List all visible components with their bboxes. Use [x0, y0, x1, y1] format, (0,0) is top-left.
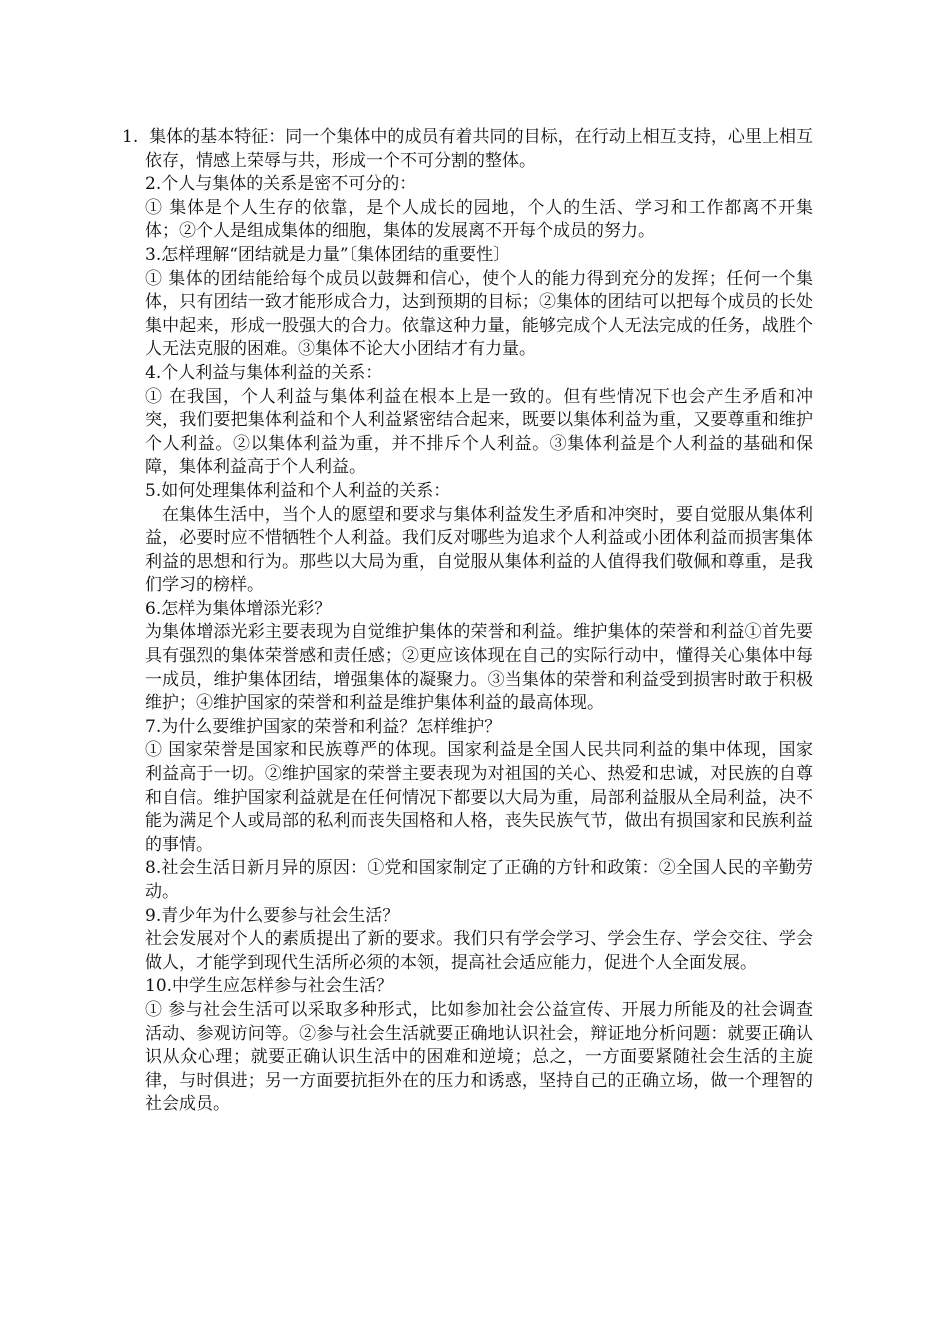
- body-9: 社会发展对个人的素质提出了新的要求。我们只有学会学习、学会生存、学会交往、学会做人，才能学到现代生活所必须的本领，提高社会适应能力，促进个人全面发展。: [145, 929, 813, 973]
- body-3: ① 集体的团结能给每个成员以鼓舞和信心，使个人的能力得到充分的发挥；任何一个集体，只有团结一致才能形成合力，达到预期的目标；②集体的团结可以把每个成员的长处集中起来，形成一股强大的合力。依靠这种力量，能够完成个人无法完成的任务，战胜个人无法克服的困难。③集体不论大小团结才有力量。: [145, 268, 813, 360]
- body-10: ① 参与社会生活可以采取多种形式，比如参加社会公益宣传、开展力所能及的社会调查活动、参观访问等。②参与社会生活就要正确地认识社会，辩证地分析问题：就要正确认识从众心理；就要正确认识生活中的困难和逆境；总之，一方面要紧随社会生活的主旋律，与时俱进；另一方面要抗拒外在的压力和诱惑，坚持自己的正确立场，做一个理智的社会成员。: [145, 999, 813, 1115]
- heading-10-how-participate: 10.中学生应怎样参与社会生活？: [145, 976, 394, 997]
- heading-7-national-honor: 7.为什么要维护国家的荣誉和利益？怎样维护？: [145, 716, 502, 737]
- heading-5-handle-interests: 5.如何处理集体利益和个人利益的关系：: [145, 480, 451, 501]
- document-page: [122, 126, 813, 1117]
- point-8-social-change: 8.社会生活日新月异的原因：①党和国家制定了正确的方针和政策：②全国人民的辛勤劳动。: [145, 858, 813, 902]
- body-6: 为集体增添光彩主要表现为自觉维护集体的荣誉和利益。维护集体的荣誉和利益①首先要具有强烈的集体荣誉感和责任感；②更应该体现在自己的实际行动中，懂得关心集体中每一成员，维护集体团结，增强集体的凝聚力。③当集体的荣誉和利益受到损害时敢于积极维护；④维护国家的荣誉和利益是维护集体利益的最高体现。: [145, 622, 813, 714]
- heading-3-unity-strength: 3.怎样理解“团结就是力量”〔集体团结的重要性〕: [145, 244, 511, 265]
- heading-9-youth-participation: 9.青少年为什么要参与社会生活？: [145, 905, 400, 926]
- point-1-collective-features: 1. 集体的基本特征：同一个集体中的成员有着共同的目标，在行动上相互支持，心里上相互依存，情感上荣辱与共，形成一个不可分割的整体。: [122, 127, 813, 171]
- body-7: ① 国家荣誉是国家和民族尊严的体现。国家利益是全国人民共同利益的集中体现，国家利益高于一切。②维护国家的荣誉主要表现为对祖国的关心、热爱和忠诚，对民族的自尊和自信。维护国家利益就是在任何情况下都要以大局为重，局部利益服从全局利益，决不能为满足个人或局部的私利而丧失国格和人格，丧失民族气节，做出有损国家和民族利益的事情。: [145, 740, 813, 855]
- body-4: ① 在我国，个人利益与集体利益在根本上是一致的。但有些情况下也会产生矛盾和冲突，我们要把集体利益和个人利益紧密结合起来，既要以集体利益为重，又要尊重和维护个人利益。②以集体利益为重，并不排斥个人利益。③集体利益是个人利益的基础和保障，集体利益高于个人利益。: [145, 386, 813, 478]
- heading-6-add-glory: 6.怎样为集体增添光彩？: [145, 598, 332, 619]
- heading-2-individual-collective: 2.个人与集体的关系是密不可分的：: [145, 174, 417, 195]
- body-2: ① 集体是个人生存的依靠，是个人成长的园地，个人的生活、学习和工作都离不开集体；②个人是组成集体的细胞，集体的发展离不开每个成员的努力。: [145, 197, 813, 242]
- body-5: 在集体生活中，当个人的愿望和要求与集体利益发生矛盾和冲突时，要自觉服从集体利益，必要时应不惜牺牲个人利益。我们反对哪些为追求个人利益或小团体利益而损害集体利益的思想和行为。那些以大局为重，自觉服从集体利益的人值得我们敬佩和尊重，是我们学习的榜样。: [145, 504, 813, 596]
- heading-4-interests-relation: 4.个人利益与集体利益的关系：: [145, 362, 383, 383]
